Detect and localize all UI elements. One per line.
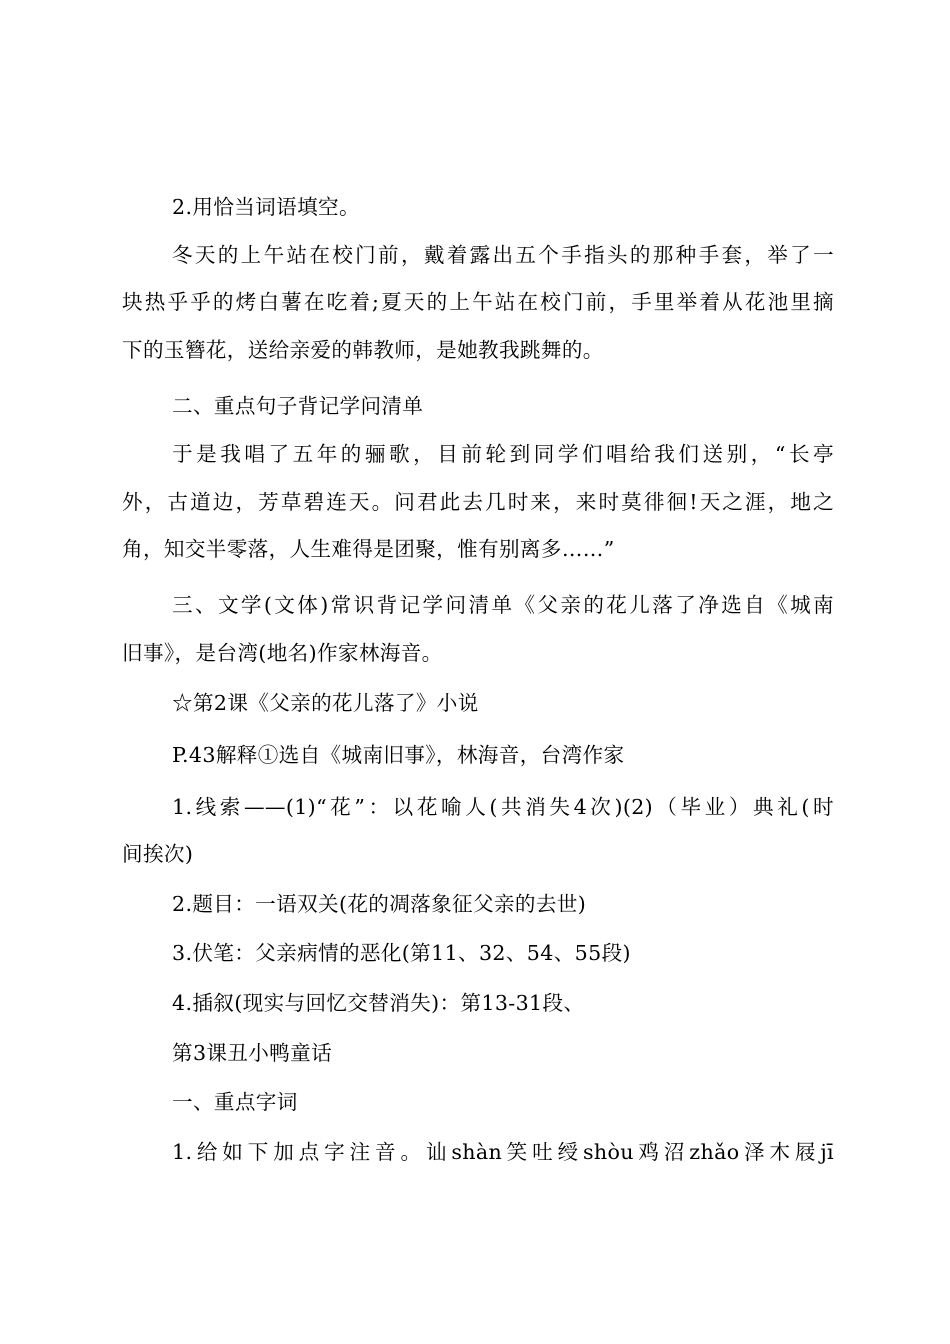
text-line-passage-1: 冬天的上午站在校门前，戴着露出五个手指头的那种手套，举了一 — [172, 243, 834, 267]
text-line-clue-1: 1.线索——(1)“花”：以花喻人(共消失4次)(2)（毕业）典礼(时 — [172, 795, 834, 819]
text-line-title-pun: 2.题目：一语双关(花的凋落象征父亲的去世) — [172, 892, 587, 916]
text-line-clue-2: 间挨次) — [122, 842, 194, 866]
text-line-pinyin: 1.给如下加点字注音。讪shàn笑吐绶shòu鸡沼zhǎo泽木屐jī — [172, 1140, 834, 1164]
text-line-flashback: 4.插叙(现实与回忆交替消失)：第13-31段、 — [172, 991, 585, 1015]
text-line-fill-blank-heading: 2.用恰当词语填空。 — [172, 195, 360, 219]
text-line-literature-2: 旧事》，是台湾(地名)作家林海音。 — [122, 641, 443, 665]
text-line-quote-3: 角，知交半零落，人生难得是团聚，惟有别离多……” — [122, 537, 615, 561]
text-line-passage-2: 块热乎乎的烤白薯在吃着;夏天的上午站在校门前，手里举着从花池里摘 — [122, 290, 834, 314]
lesson-heading-2: ☆第2课《父亲的花儿落了》小说 — [172, 691, 479, 715]
text-line-quote-2: 外，古道边，芳草碧连天。问君此去几时来，来时莫徘徊!天之涯，地之 — [122, 490, 834, 514]
text-line-note: P.43解释①选自《城南旧事》，林海音，台湾作家 — [172, 743, 625, 767]
section-heading-key-words: 一、重点字词 — [172, 1090, 298, 1114]
text-line-foreshadow: 3.伏笔：父亲病情的恶化(第11、32、54、55段) — [172, 941, 631, 965]
text-line-passage-3: 下的玉簪花，送给亲爱的韩教师，是她教我跳舞的。 — [122, 338, 604, 362]
lesson-heading-3: 第3课丑小鸭童话 — [172, 1041, 333, 1065]
text-line-quote-1: 于是我唱了五年的骊歌，目前轮到同学们唱给我们送别，“长亭 — [172, 442, 834, 466]
section-heading-literature: 三、文学(文体)常识背记学问清单《父亲的花儿落了净选自《城南 — [172, 593, 834, 617]
section-heading-key-sentences: 二、重点句子背记学问清单 — [172, 394, 424, 418]
